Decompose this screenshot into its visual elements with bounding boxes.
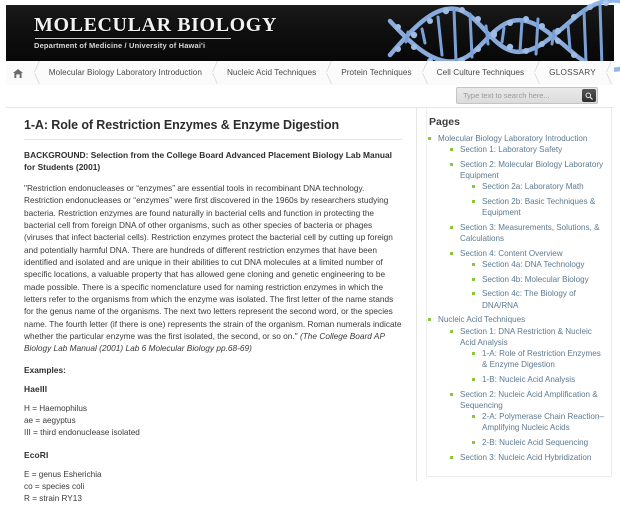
site-banner xyxy=(6,5,614,61)
sidebar-page-item xyxy=(449,144,608,155)
sidebar-page-link[interactable]: Molecular Biology Laboratory Introduction xyxy=(438,134,588,143)
sidebar-page-link[interactable]: Section 4c: The Biology of DNA/RNA xyxy=(482,289,576,310)
page-title: 1-A: Role of Restriction Enzymes & Enzyme Digestion xyxy=(24,118,340,132)
sidebar-page-link[interactable]: 2-B: Nucleic Acid Sequencing xyxy=(482,437,589,447)
search-bar xyxy=(6,85,614,108)
nav-item-protein-techniques[interactable]: Protein Techniques xyxy=(341,68,412,77)
sidebar-page-link[interactable]: Nucleic Acid Techniques xyxy=(438,315,526,325)
sidebar-page-item xyxy=(427,133,608,311)
sidebar-page-item xyxy=(471,274,608,285)
sidebar-page-item xyxy=(471,411,608,433)
example-line: E = genus Esherichia xyxy=(24,469,102,479)
example-line: R = strain RY13 xyxy=(24,494,82,504)
search-input[interactable] xyxy=(457,88,582,103)
nav-separator xyxy=(323,61,334,85)
sidebar-sublist xyxy=(449,326,608,463)
example-lines-ecori xyxy=(24,469,402,506)
nav-separator xyxy=(31,61,42,85)
examples-heading: Examples: xyxy=(24,364,66,375)
site-title: MOLECULAR BIOLOGY xyxy=(34,14,278,36)
example-line: III = third endonuclease isolated xyxy=(24,428,140,438)
sidebar-sublist xyxy=(449,144,608,311)
sidebar-sublist xyxy=(471,181,608,218)
sidebar-page-link[interactable]: Section 2b: Basic Techniques & Equipment xyxy=(482,197,596,218)
sidebar-page-link[interactable]: Section 4a: DNA Technology xyxy=(482,260,585,270)
sidebar-page-item xyxy=(471,288,608,310)
sidebar-heading: Pages xyxy=(429,116,460,128)
nav-item-glossary[interactable]: GLOSSARY xyxy=(549,68,596,77)
sidebar xyxy=(416,108,614,481)
sidebar-page-item xyxy=(427,314,608,462)
sidebar-page-link[interactable]: Section 2a: Laboratory Math xyxy=(482,182,584,192)
site-subtitle: Department of Medicine / University of Hawai'i xyxy=(34,41,206,50)
article-citation: (The College Board AP Biology Lab Manual (2001) Lab 6 Molecular Biology pp.68-69) xyxy=(24,331,385,354)
pages-tree xyxy=(427,133,608,463)
sidebar-sublist xyxy=(471,411,608,448)
nav-item-cell-culture-techniques[interactable]: Cell Culture Techniques xyxy=(436,68,525,77)
search-icon xyxy=(585,92,593,100)
sidebar-page-link[interactable]: Section 1: Laboratory Safety xyxy=(460,145,563,155)
sidebar-page-link[interactable]: 1-B: Nucleic Acid Analysis xyxy=(482,374,576,384)
sidebar-page-item xyxy=(449,248,608,311)
sidebar-page-link[interactable]: 1-A: Role of Restriction Enzymes & Enzyme Digestion xyxy=(482,348,601,370)
nav-separator xyxy=(603,61,614,85)
nav-item-intro[interactable]: Molecular Biology Laboratory Introduction xyxy=(48,68,202,77)
example-line: ae = aegyptus xyxy=(24,416,76,426)
example-name-ecori: EcoRI xyxy=(24,449,49,460)
sidebar-page-item xyxy=(471,259,608,270)
example-lines-haeiii xyxy=(24,403,402,440)
paragraph-text: "Restriction endonucleases or “enzymes” are essential tools in recombinant DNA technology. Restriction endonucleases or “enzymes” were first discovered in the 1960s by researchers studying bacteria. Restriction enzymes are found naturally in bacterial cells and function in protecting the bacterial cell from foreign DNA of other organisms, such as other species of bacteria or phages (viruses that infect bacterial cells). Restriction enzymes protect the bacterial cell by cutting up foreign and potentially harmful DNA. There are hundreds of different restriction enzymes that have been identified and isolated and are unique in their abilities to cut DNA molecules at a limited number of specific locations, a valuable property that has allowed gene cloning and genetic engineering to be made possible. There is a specific nomenclature used for naming restriction enzymes in which the letters refer to the organisms from which the enzyme was isolated. The first letter of the name stands for the genus name of the organisms. The next two letters represent the second word, or the species name. The fourth letter (if there is one) represents the strain of the organism. Roman numerals indicate whether the particular enzyme was the first isolated, the second, or so on." xyxy=(24,183,402,342)
title-rule xyxy=(24,139,402,140)
sidebar-page-item xyxy=(471,374,608,385)
sidebar-page-item xyxy=(449,389,608,449)
nav-separator xyxy=(209,61,220,85)
sidebar-page-item xyxy=(471,196,608,218)
sidebar-page-item xyxy=(471,181,608,192)
sidebar-page-item xyxy=(471,437,608,448)
sidebar-sublist xyxy=(471,259,608,311)
example-line: co = species coli xyxy=(24,482,85,491)
sidebar-page-link[interactable]: Section 2: Nucleic Acid Amplification & Sequencing xyxy=(460,389,598,410)
sidebar-page-link[interactable]: 2-A: Polymerase Chain Reaction–Amplifying Nucleic Acids xyxy=(482,411,604,433)
home-icon xyxy=(13,69,23,78)
example-line: H = Haemophilus xyxy=(24,403,88,413)
sidebar-page-link[interactable]: Section 1: DNA Restriction & Nucleic Acid Analysis xyxy=(460,326,592,347)
sidebar-page-link[interactable]: Section 2: Molecular Biology Laboratory Equipment xyxy=(460,159,604,181)
article-paragraph xyxy=(24,182,402,355)
background-note: BACKGROUND: Selection from the College Board Advanced Placement Biology Lab Manual for Students (2001) xyxy=(24,150,393,172)
site-branding xyxy=(34,14,277,50)
main-navigation xyxy=(6,61,614,86)
search-submit-button[interactable] xyxy=(582,89,596,102)
sidebar-page-item xyxy=(449,452,608,463)
sidebar-page-item xyxy=(471,348,608,370)
sidebar-page-item xyxy=(449,222,608,244)
article xyxy=(6,108,416,504)
title-divider xyxy=(35,38,231,39)
example-name-haeiii: HaeIII xyxy=(24,383,48,394)
sidebar-sublist xyxy=(471,348,608,385)
sidebar-page-item xyxy=(449,159,608,219)
sidebar-page-link[interactable]: Section 3: Measurements, Solutions, & Calculations xyxy=(460,222,600,244)
nav-home-button[interactable] xyxy=(6,61,31,85)
sidebar-page-link[interactable]: Section 4b: Molecular Biology xyxy=(482,274,589,284)
nav-item-nucleic-acid-techniques[interactable]: Nucleic Acid Techniques xyxy=(226,68,317,77)
nav-separator xyxy=(531,61,542,85)
content-area xyxy=(6,108,614,504)
sidebar-page-link[interactable]: Section 3: Nucleic Acid Hybridization xyxy=(460,452,592,462)
nav-separator xyxy=(419,61,430,85)
sidebar-page-item xyxy=(449,326,608,386)
search-box xyxy=(456,87,598,104)
sidebar-page-link[interactable]: Section 4: Content Overview xyxy=(460,248,563,258)
